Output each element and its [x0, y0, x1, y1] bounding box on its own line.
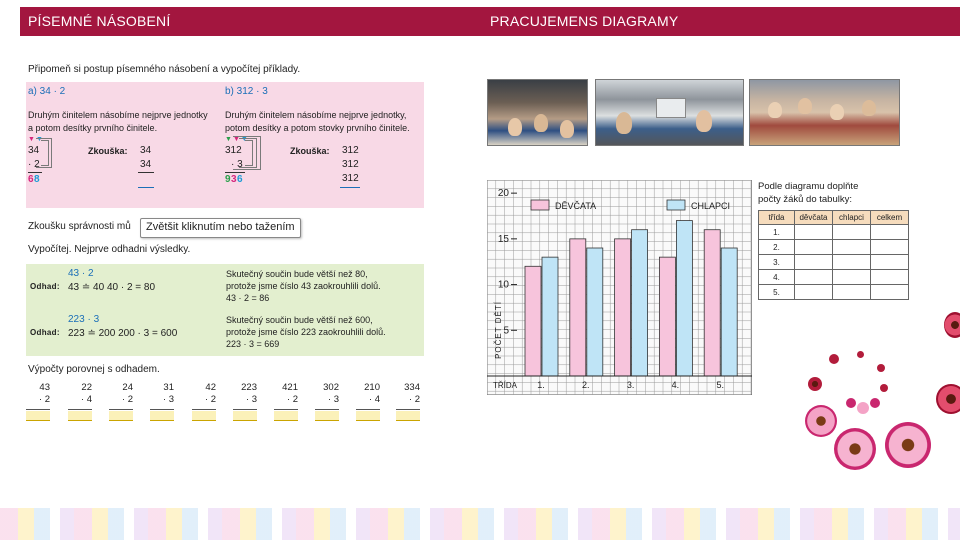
- problem-factor-1: 334: [404, 382, 420, 393]
- problem-factor-1: 302: [323, 382, 339, 393]
- practice-problem: [356, 382, 380, 421]
- problem-factor-1: 42: [205, 382, 216, 393]
- flower-icon: [829, 354, 839, 364]
- sum-line: [138, 172, 154, 173]
- estimate-problem: 223 · 3: [68, 314, 100, 325]
- sum-line: [28, 172, 42, 173]
- practice-problem: [192, 382, 216, 421]
- classroom-photo[interactable]: [487, 79, 588, 146]
- total-cell[interactable]: [871, 225, 909, 240]
- example-a-desc-1: Druhým činitelem násobíme nejprve jednotky: [28, 109, 208, 120]
- estimate-panel: [26, 264, 424, 356]
- table-row: [759, 240, 909, 255]
- flower-icon: [877, 364, 885, 372]
- example-b: [225, 86, 421, 201]
- answer-field[interactable]: [396, 411, 420, 421]
- class-group-photo[interactable]: [749, 79, 900, 146]
- check-label: Zkouška:: [290, 145, 330, 156]
- legend-label: CHLAPCI: [691, 201, 731, 211]
- problem-factor-2: · 3: [245, 394, 257, 406]
- flower-icon: [808, 377, 822, 391]
- factor-2: · 3: [231, 158, 243, 170]
- pupil-count-table: [758, 210, 909, 300]
- estimate-note-line: Skutečný součin bude větší než 600,: [226, 315, 373, 325]
- bar-boys: [676, 221, 692, 376]
- estimate-row: [30, 314, 420, 358]
- table-row: [759, 285, 909, 300]
- legend-label: DĚVČATA: [555, 201, 597, 211]
- class-cell: 2.: [759, 240, 795, 255]
- girls-cell[interactable]: [795, 225, 833, 240]
- practice-problem: [68, 382, 92, 421]
- practice-problem: [26, 382, 50, 421]
- estimate-note-line: Skutečný součin bude větší než 80,: [226, 269, 368, 279]
- answer-field[interactable]: [26, 411, 50, 421]
- girls-cell[interactable]: [795, 285, 833, 300]
- girls-cell[interactable]: [795, 255, 833, 270]
- column-header: třída: [759, 211, 795, 225]
- bar-chart-svg: [487, 180, 752, 395]
- table-row: [759, 270, 909, 285]
- x-tick-label: 5.: [716, 380, 724, 390]
- step-arrows-icon: ▼▼▼: [225, 135, 249, 143]
- right-section-title: PRACUJEMENS DIAGRAMY: [483, 7, 960, 36]
- result-tens: 3: [231, 173, 237, 185]
- column-header: děvčata: [795, 211, 833, 225]
- answer-field[interactable]: [233, 411, 257, 421]
- estimate-note-line: protože jsme číslo 223 zaokrouhlili dolů.: [226, 327, 386, 338]
- task-estimate-heading: Vypočítej. Nejprve odhadni výsledky.: [28, 244, 191, 255]
- answer-field[interactable]: [150, 411, 174, 421]
- practice-problem: [150, 382, 174, 421]
- flower-icon: [857, 351, 864, 358]
- estimate-note: [226, 314, 386, 350]
- estimate-problem: 43 · 2: [68, 268, 94, 279]
- estimate-note: [226, 268, 381, 304]
- answer-field[interactable]: [315, 411, 339, 421]
- answer-field[interactable]: [109, 411, 133, 421]
- boys-cell[interactable]: [833, 255, 871, 270]
- table-row: [759, 255, 909, 270]
- flower-icon: [880, 384, 888, 392]
- example-b-calculation: [225, 135, 421, 201]
- estimate-calc: 223 ≐ 200 200 · 3 = 600: [68, 328, 178, 339]
- step-arrows-icon: ▼▼: [28, 135, 44, 143]
- example-a-desc-2: a potom desítky prvního činitele.: [28, 122, 158, 133]
- example-a-label: a) 34 · 2: [28, 86, 66, 97]
- sum-line: [225, 172, 245, 173]
- flower-icon: [805, 405, 837, 437]
- factor-1: 34: [28, 144, 40, 156]
- class-cell: 3.: [759, 255, 795, 270]
- estimate-calc: 43 ≐ 40 40 · 2 = 80: [68, 282, 156, 293]
- decorative-bottom-strip: [0, 508, 960, 540]
- y-tick-label: 5: [503, 325, 509, 337]
- practice-problem: [233, 382, 257, 421]
- problem-factor-1: 421: [282, 382, 298, 393]
- total-cell[interactable]: [871, 270, 909, 285]
- result-hundreds: 9: [225, 173, 231, 185]
- x-tick-label: 2.: [582, 380, 590, 390]
- bar-boys: [632, 230, 648, 376]
- result-tens: 6: [28, 173, 34, 185]
- example-a-calculation: [28, 135, 224, 201]
- problem-factor-1: 22: [81, 382, 92, 393]
- problem-factor-2: · 3: [327, 394, 339, 406]
- table-instruction: [758, 181, 898, 207]
- practice-problem: [396, 382, 420, 421]
- boys-cell[interactable]: [833, 240, 871, 255]
- computer-lab-photo[interactable]: [595, 79, 744, 146]
- total-cell[interactable]: [871, 240, 909, 255]
- zoom-tooltip: Zvětšit kliknutím nebo tažením: [140, 218, 301, 238]
- flower-icon: [846, 398, 856, 408]
- y-tick-label: 15: [497, 233, 509, 245]
- girls-cell[interactable]: [795, 240, 833, 255]
- x-tick-label: 1.: [537, 380, 545, 390]
- total-cell[interactable]: [871, 285, 909, 300]
- flower-icon: [834, 428, 876, 470]
- example-b-desc-2: potom desítky a potom stovky prvního činitele.: [225, 122, 410, 133]
- problem-factor-2: · 2: [204, 394, 216, 406]
- example-b-label: b) 312 · 3: [225, 86, 268, 97]
- task-compare-heading: Výpočty porovnej s odhadem.: [28, 364, 160, 375]
- answer-field[interactable]: [356, 411, 380, 421]
- check-sentence: Zkoušku správnosti mů: [28, 221, 131, 232]
- example-panel: [26, 82, 424, 208]
- check-value: 34: [140, 144, 152, 156]
- problem-factor-2: · 3: [162, 394, 174, 406]
- y-tick-label: 20: [497, 188, 509, 200]
- total-cell[interactable]: [871, 255, 909, 270]
- result-units: 6: [237, 173, 243, 185]
- left-section-title: PÍSEMNÉ NÁSOBENÍ: [20, 7, 483, 36]
- bar-girls: [570, 239, 586, 376]
- y-axis-label: POČET DĚTÍ: [494, 301, 503, 359]
- problem-factor-2: · 4: [368, 394, 380, 406]
- legend-swatch: [531, 200, 549, 210]
- table-row: [759, 225, 909, 240]
- check-value: 312: [342, 158, 359, 170]
- column-header: celkem: [871, 211, 909, 225]
- result-units: 8: [34, 173, 40, 185]
- x-tick-label: 3.: [626, 380, 635, 390]
- problem-factor-1: 223: [241, 382, 257, 393]
- boys-cell[interactable]: [833, 285, 871, 300]
- x-tick-label: 4.: [671, 380, 680, 390]
- answer-field[interactable]: [274, 411, 298, 421]
- bar-boys: [721, 248, 737, 376]
- problem-factor-2: · 2: [408, 394, 420, 406]
- y-tick-label: 10: [497, 279, 509, 291]
- class-cell: 1.: [759, 225, 795, 240]
- boys-cell[interactable]: [833, 270, 871, 285]
- bar-girls: [525, 266, 541, 376]
- example-a: [28, 86, 224, 201]
- problem-factor-1: 43: [39, 382, 50, 393]
- bar-boys: [587, 248, 603, 376]
- bar-girls: [659, 257, 675, 376]
- problem-factor-1: 24: [122, 382, 133, 393]
- flower-icon: [944, 312, 960, 338]
- flower-icon: [885, 422, 931, 468]
- check-value: 312: [342, 172, 359, 184]
- girls-cell[interactable]: [795, 270, 833, 285]
- flower-icon: [936, 384, 960, 414]
- problem-factor-2: · 2: [121, 394, 133, 406]
- problem-factor-1: 31: [163, 382, 174, 393]
- estimate-note-line: 223 · 3 = 669: [226, 339, 280, 350]
- factor-2: · 2: [28, 158, 40, 170]
- table-instruction-line: Podle diagramu doplňte: [758, 181, 859, 192]
- bar-girls: [615, 239, 631, 376]
- example-b-desc-1: Druhým činitelem násobíme nejprve jednotky,: [225, 109, 407, 120]
- answer-line: [340, 187, 360, 188]
- class-cell: 4.: [759, 270, 795, 285]
- problem-factor-1: 210: [364, 382, 380, 393]
- flower-icon: [870, 398, 880, 408]
- check-value: 312: [342, 144, 359, 156]
- class-bar-chart[interactable]: [487, 180, 752, 395]
- answer-field[interactable]: [192, 411, 216, 421]
- answer-line: [138, 187, 154, 188]
- legend-swatch: [667, 200, 685, 210]
- bar-girls: [704, 230, 720, 376]
- column-header: chlapci: [833, 211, 871, 225]
- problem-factor-2: · 2: [38, 394, 50, 406]
- practice-problem: [315, 382, 339, 421]
- table-header-row: [759, 211, 909, 225]
- intro-text: Připomeň si postup písemného násobení a vypočítej příklady.: [28, 64, 301, 75]
- check-value: 34: [140, 158, 152, 170]
- factor-1: 312: [225, 144, 242, 156]
- answer-field[interactable]: [68, 411, 92, 421]
- bar-boys: [542, 257, 558, 376]
- estimate-note-line: 43 · 2 = 86: [226, 293, 270, 304]
- table-instruction-line: počty žáků do tabulky:: [758, 193, 852, 205]
- estimate-label: Odhad:: [30, 282, 60, 291]
- check-label: Zkouška:: [88, 145, 128, 156]
- x-axis-label: TŘÍDA: [493, 381, 517, 390]
- problem-factor-2: · 4: [80, 394, 92, 406]
- flower-icon: [857, 402, 869, 414]
- practice-problem: [109, 382, 133, 421]
- problem-factor-2: · 2: [286, 394, 298, 406]
- estimate-row: [30, 268, 420, 312]
- boys-cell[interactable]: [833, 225, 871, 240]
- estimate-note-line: protože jsme číslo 43 zaokrouhlili dolů.: [226, 281, 381, 292]
- class-cell: 5.: [759, 285, 795, 300]
- estimate-label: Odhad:: [30, 328, 60, 337]
- practice-problem: [274, 382, 298, 421]
